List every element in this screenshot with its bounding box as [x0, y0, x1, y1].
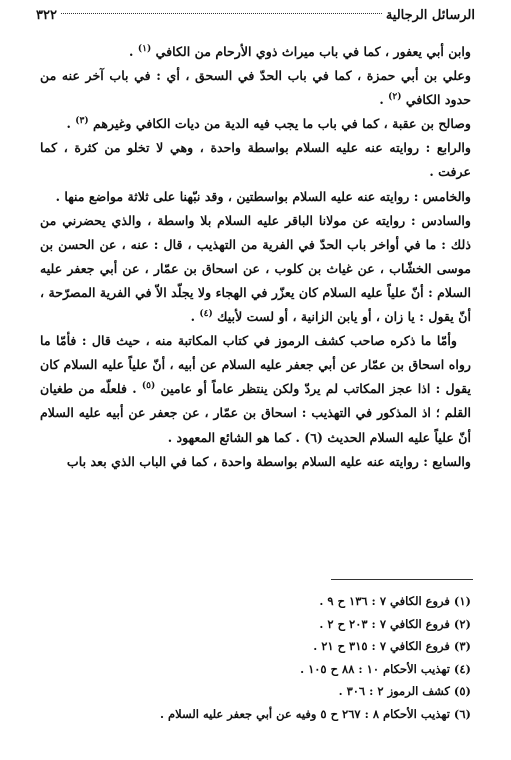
footnote-separator	[331, 579, 473, 580]
footnote-ref-4: (٤)	[199, 308, 213, 319]
paragraph-4: والرابع : روايته عنه عليه السلام بواسطة واحدة ، وهي لا تخلو من كثرة ، كما عرفت .	[40, 140, 471, 180]
footnote-ref-5: (٥)	[141, 381, 156, 392]
footnote-5: (٥) كشف الرموز ٢ : ٣٠٦ .	[338, 684, 471, 698]
paragraph-5: والخامس : روايته عنه عليه السلام بواسطتين ، وقد نبّهنا على ثلاثة مواضع منها .	[55, 188, 471, 204]
paragraph-7: وأمّا ما ذكره صاحب كشف الرموز في كتاب المكاتبة منه ، حيث قال : فأمّا ما رواه اسحاق بن عمّار عن أبي جعفر عليه السلام عن أبيه ، أنّ علياً عليه السلام كان يقول : اذا عجز المكاتب لم يردّ ولكن ينتظر عاماً أو عامين $^{(٥)}$ . فلعلّه من طغيان القلم ؛ اذ المذكور في التهذيب : اسحاق بن عمّار ، عن جعفر عن أبيه عليه السلام أنّ علياً عليه السلام الحديث (٦) . كما هو الشائع المعهود .	[40, 333, 472, 445]
footnote-2: (٢) فروع الكافي ٧ : ٢٠٣ ح ٢ .	[319, 616, 471, 631]
footnote-6: (٦) تهذيب الأحكام ٨ : ٢٦٧ ح ٥ وفيه عن أبي جعفر عليه السلام .	[160, 706, 471, 721]
header-dot-leader	[61, 12, 382, 14]
footnote-ref-3: (٣)	[75, 116, 89, 127]
paragraph-3: وصالح بن عقبة ، كما في باب ما يجب فيه الدية من ديات الكافي وغيرهم $^{(٣)}$ .	[66, 116, 471, 132]
footnote-4: (٤) تهذيب الأحكام ١٠ : ٨٨ ح ١٠٥ .	[300, 661, 471, 676]
paragraph-1: وابن أبي يعفور ، كما في باب ميراث ذوي الأرحام من الكافي $^{(١)}$ .	[129, 43, 471, 59]
running-head	[36, 6, 475, 24]
footnote-3: (٣) فروع الكافي ٧ : ٣١٥ ح ٢١ .	[313, 639, 471, 653]
footnotes	[40, 590, 471, 725]
footnote-ref-1: (١)	[137, 43, 152, 54]
paragraph-8: والسابع : روايته عنه عليه السلام بواسطة واحدة ، كما في الباب الذي بعد باب	[66, 453, 471, 469]
footnote-ref-2: (٢)	[388, 92, 402, 102]
paragraph-2: وعلي بن أبي حمزة ، كما في باب الحدّ في السحق ، أي : في باب آخر عنه من حدود الكافي $^{(٢)}$ .	[40, 68, 471, 108]
body-text	[40, 40, 471, 474]
page-number: ٣٢٢	[36, 7, 57, 23]
running-title: الرسائل الرجالية	[385, 7, 475, 23]
footnote-1: (١) فروع الكافي ٧ : ١٣٦ ح ٩ .	[319, 594, 471, 608]
paragraph-6: والسادس : روايته عن مولانا الباقر عليه السلام بلا واسطة ، والذي يحضرني من ذلك : ما في أواخر باب الحدّ في الفرية من التهذيب ، قال : عنه ، عن الحسن بن موسى الخشّاب ، عن غياث بن كلوب ، عن اسحاق بن عمّار ، عن أبي جعفر عليه السلام : أنّ علياً عليه السلام كان يعزّر في الهجاء ولا يجلّد الاّ في الفرية المصرّحة ، أنّ يقول : يا زان ، أو يابن الزانية ، أو لست لأبيك $^{(٤)}$ .	[40, 212, 471, 325]
